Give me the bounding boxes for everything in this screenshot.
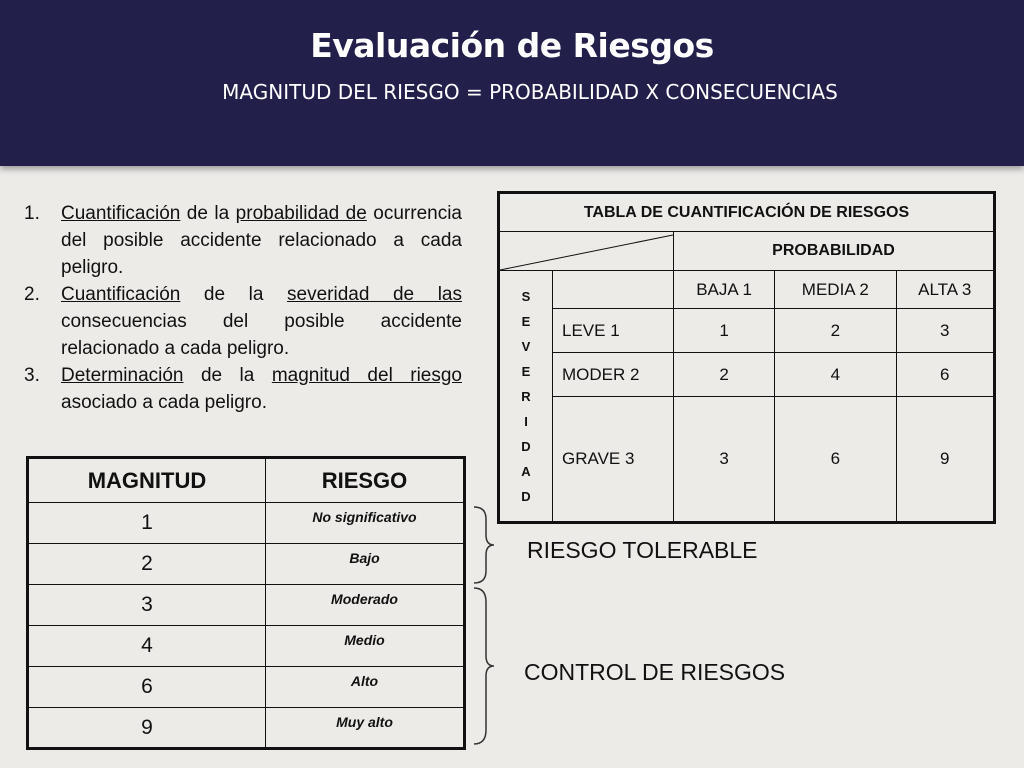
header-magnitud: MAGNITUD: [28, 458, 266, 503]
brace-control-icon: [470, 586, 498, 746]
riesgo-cell: Medio: [266, 626, 465, 667]
brace-tolerable-icon: [470, 505, 498, 585]
probability-header: PROBABILIDAD: [674, 232, 995, 271]
list-number: 3.: [24, 365, 40, 386]
text-fragment: de la: [180, 284, 288, 305]
table-row: [28, 503, 465, 544]
table-row: [28, 544, 465, 585]
text-fragment: consecuencias del posible accidente relacionado a cada peligro.: [61, 311, 462, 359]
text-fragment: asociado a cada peligro.: [61, 392, 267, 413]
magnitud-cell: 2: [28, 544, 266, 585]
risk-value-cell: 6: [896, 353, 994, 397]
underlined-term: severidad de las: [287, 284, 462, 305]
risk-value-cell: 2: [674, 353, 775, 397]
steps-list: [24, 200, 462, 416]
underlined-term: Cuantificación: [61, 284, 181, 305]
magnitud-cell: 9: [28, 708, 266, 749]
risk-value-cell: 1: [674, 309, 775, 353]
severity-letter: A: [521, 463, 531, 479]
prob-level-alta: ALTA 3: [896, 271, 994, 309]
table-row: [28, 667, 465, 708]
probability-levels-row: [499, 271, 995, 309]
diagonal-corner-cell: [499, 232, 674, 271]
riesgo-cell: Moderado: [266, 585, 465, 626]
risk-value-cell: 6: [775, 397, 896, 523]
underlined-term: probabilidad de: [235, 203, 367, 224]
list-number: 1.: [24, 203, 40, 224]
slide-subtitle: MAGNITUD DEL RIESGO = PROBABILIDAD X CONSECUENCIAS: [222, 80, 838, 104]
prob-level-baja: BAJA 1: [674, 271, 775, 309]
text-fragment: de la: [180, 203, 236, 224]
risk-value-cell: 3: [896, 309, 994, 353]
severity-letter: E: [521, 313, 531, 329]
diagonal-line: [500, 232, 673, 270]
severity-level-moder: MODER 2: [553, 353, 674, 397]
list-text: [61, 281, 462, 362]
header-riesgo: RIESGO: [266, 458, 465, 503]
table-title-row: [499, 193, 995, 232]
list-item: [24, 281, 462, 362]
risk-value-cell: 4: [775, 353, 896, 397]
severity-level-leve: LEVE 1: [553, 309, 674, 353]
riesgo-cell: Bajo: [266, 544, 465, 585]
list-text: [61, 362, 462, 416]
magnitud-cell: 6: [28, 667, 266, 708]
magnitud-cell: 4: [28, 626, 266, 667]
list-item: [24, 362, 462, 416]
risk-value-cell: 3: [674, 397, 775, 523]
table-header-row: [28, 458, 465, 503]
underlined-term: magnitud del riesgo: [271, 365, 462, 386]
quantification-title: TABLA DE CUANTIFICACIÓN DE RIESGOS: [499, 193, 995, 232]
severity-letter: D: [521, 488, 531, 504]
underlined-term: Determinación: [61, 365, 184, 386]
severity-letter: E: [521, 363, 531, 379]
riesgo-cell: Muy alto: [266, 708, 465, 749]
severity-letter: I: [524, 413, 528, 429]
table-row: [499, 353, 995, 397]
list-text: [61, 200, 462, 281]
riesgo-cell: Alto: [266, 667, 465, 708]
quantification-table: [497, 191, 996, 524]
severity-letter: D: [521, 438, 531, 454]
text-fragment: de la: [183, 365, 272, 386]
magnitud-cell: 1: [28, 503, 266, 544]
magnitud-cell: 3: [28, 585, 266, 626]
riesgo-tolerable-label: RIESGO TOLERABLE: [527, 537, 758, 563]
risk-value-cell: 9: [896, 397, 994, 523]
severity-label: [499, 271, 553, 523]
underlined-term: Cuantificación: [61, 203, 181, 224]
table-row: [28, 708, 465, 749]
risk-value-cell: 2: [775, 309, 896, 353]
severity-letter: V: [521, 338, 531, 354]
prob-level-media: MEDIA 2: [775, 271, 896, 309]
empty-cell: [553, 271, 674, 309]
text-fragment: ocurrencia del posible accidente relacionado a cada peligro.: [61, 203, 462, 278]
control-de-riesgos-label: CONTROL DE RIESGOS: [524, 659, 786, 685]
table-row: [499, 309, 995, 353]
slide-title: Evaluación de Riesgos: [310, 26, 714, 65]
severity-letter: S: [521, 288, 531, 304]
list-item: [24, 200, 462, 281]
magnitude-table: [26, 456, 466, 750]
severity-letter: R: [521, 388, 531, 404]
table-row: [28, 585, 465, 626]
table-row: [499, 397, 995, 523]
riesgo-cell: No significativo: [266, 503, 465, 544]
list-number: 2.: [24, 284, 40, 305]
probability-row: [499, 232, 995, 271]
severity-level-grave: GRAVE 3: [553, 397, 674, 523]
table-row: [28, 626, 465, 667]
slide-header: [0, 0, 1024, 166]
